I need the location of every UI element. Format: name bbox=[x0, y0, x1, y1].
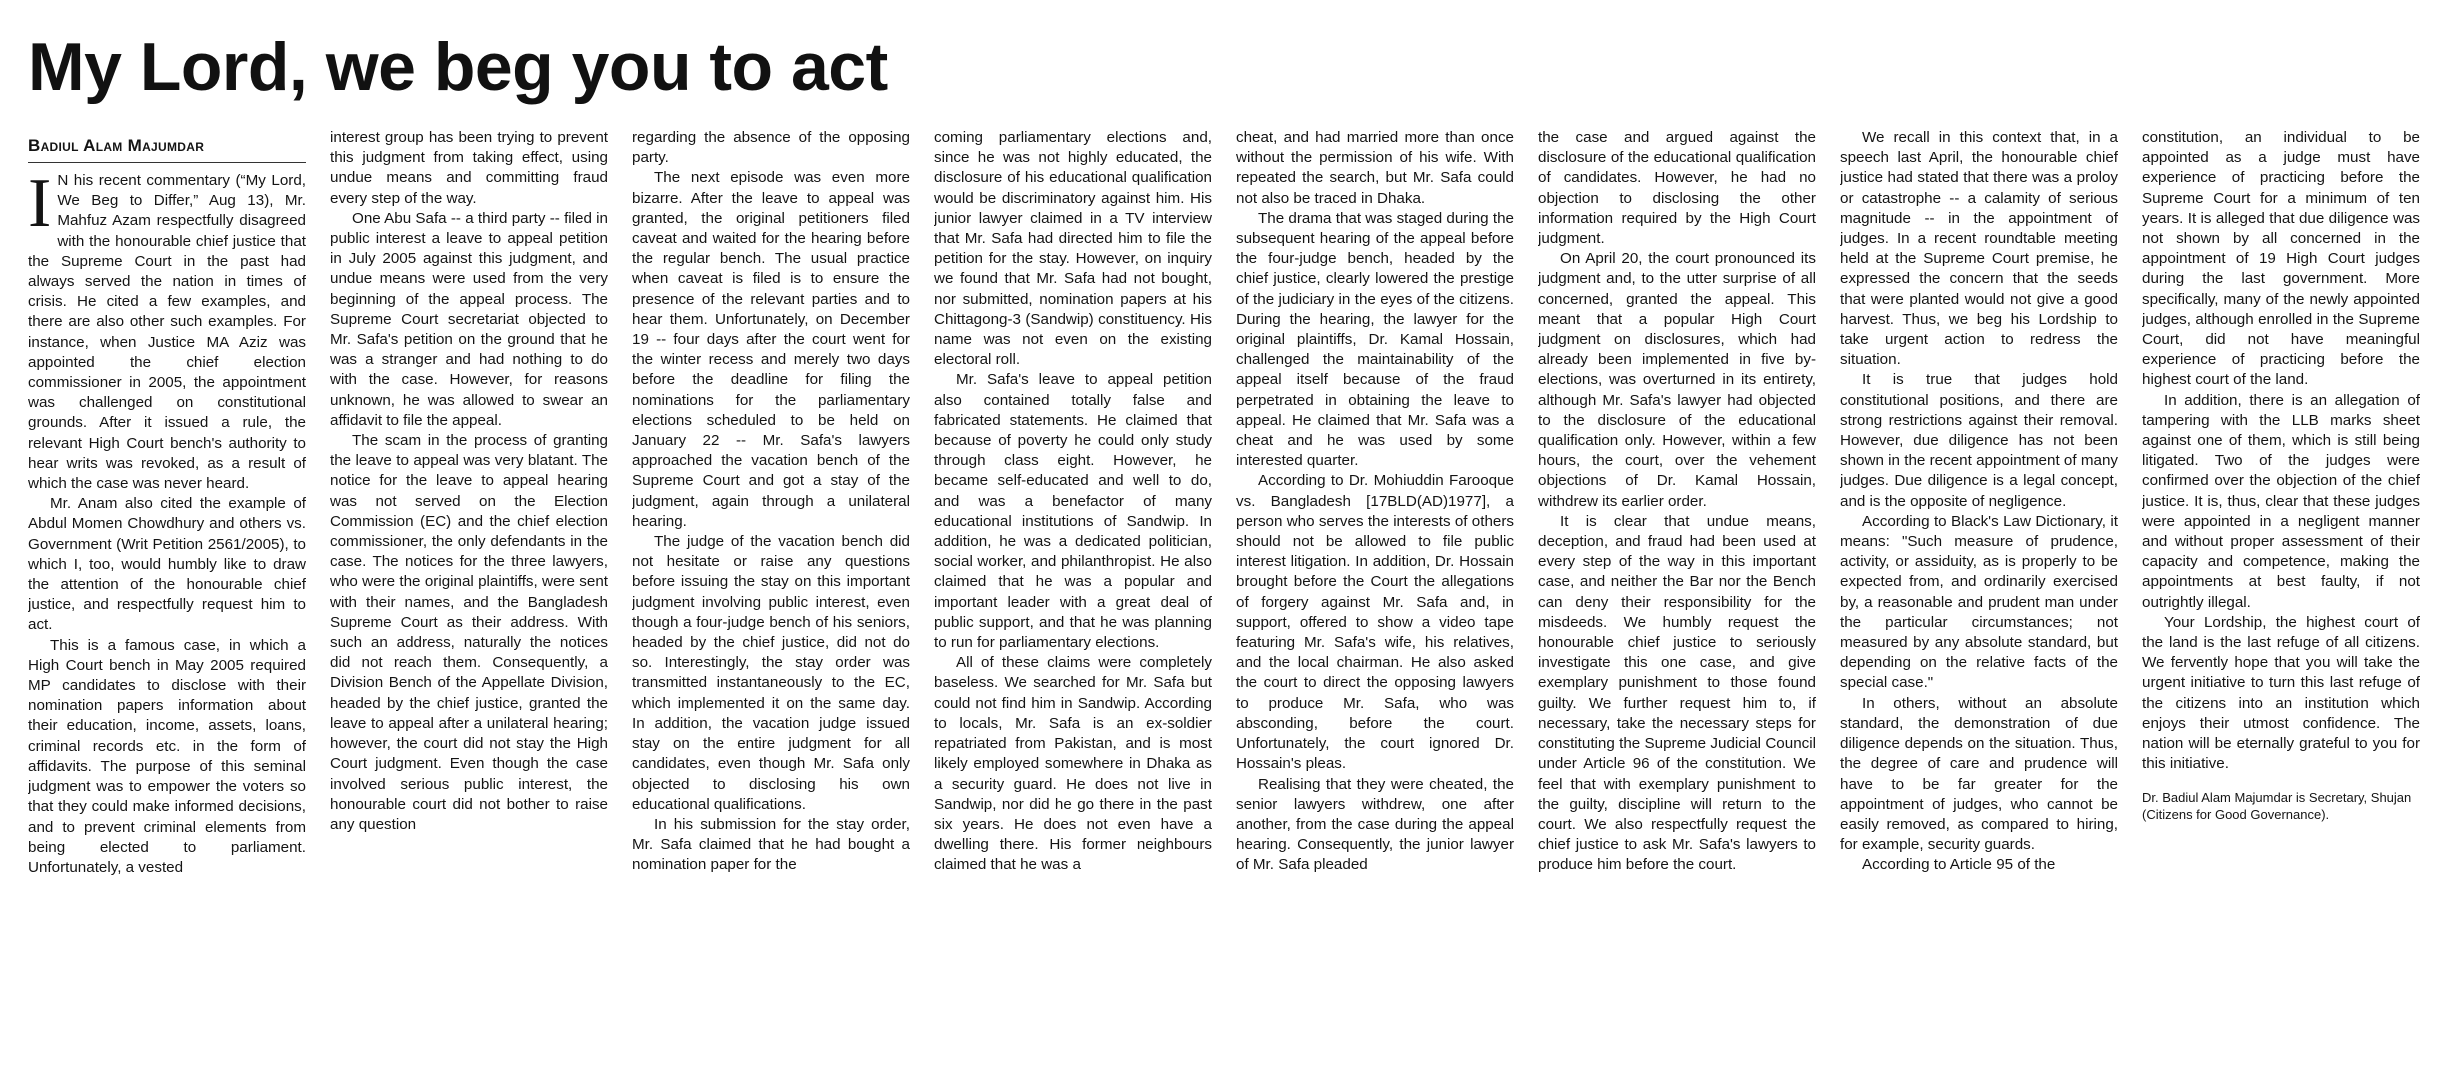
paragraph: One Abu Safa -- a third party -- filed in public interest a leave to appeal petition in July 2005 against this judgment, and undue means were used from the very beginning of the appeal process. The Supreme Court secretariat objected to Mr. Safa's petition on the ground that he was a stranger and had nothing to do with the case. However, for reasons unknown, he was allowed to swear an affidavit to file the appeal. bbox=[330, 209, 608, 429]
paragraph: I N his recent commentary (“My Lord, We Beg to Differ,” Aug 13), Mr. Mahfuz Azam respectfully disagreed with the honourable chief justice that the Supreme Court in the past had always served the nation in times of crisis. He cited a few examples, and there are also other such examples. For instance, when Justice MA Aziz was appointed the chief election commissioner in 2005, the appointment was challenged on constitutional grounds. After it issued a rule, the relevant High Court bench's authority to hear writs was revoked, as a result of which the case was never heard. bbox=[28, 165, 306, 493]
column-3 bbox=[632, 128, 910, 1058]
paragraph: interest group has been trying to prevent this judgment from taking effect, using undue means and committing fraud every step of the way. bbox=[330, 129, 608, 207]
paragraph: It is clear that undue means, deception, and fraud had been used at every step of the way in this important case, and neither the Bar nor the Bench can deny their responsibility for the misdeeds. We humbly request the honourable chief justice to seriously investigate this one case, and give exemplary punishment to those found guilty. We further request him to, if necessary, take the necessary steps for constituting the Supreme Judicial Council under Article 96 of the constitution. We feel that with exemplary punishment to the guilty, discipline will return to the court. We also respectfully request the chief justice to ask Mr. Safa's lawyers to produce him before the court. bbox=[1538, 512, 1816, 874]
article-body bbox=[28, 128, 2420, 1058]
paragraph: cheat, and had married more than once without the permission of his wife. With repeated the search, but Mr. Safa could not also be traced in Dhaka. bbox=[1236, 129, 1514, 207]
paragraph: regarding the absence of the opposing party. bbox=[632, 129, 910, 167]
paragraph: Realising that they were cheated, the senior lawyers withdrew, one after another, from the case during the appeal hearing. Consequently, the junior lawyer of Mr. Safa pleaded bbox=[1236, 775, 1514, 874]
paragraph: constitution, an individual to be appointed as a judge must have experience of practicing before the Supreme Court for a minimum of ten years. It is alleged that due diligence was not shown by all concerned in the appointment of 19 High Court judges during the last government. More specifically, many of the newly appointed judges, although enrolled in the Supreme Court, did not have meaningful experience of practicing before the highest court of the land. bbox=[2142, 129, 2420, 389]
paragraph: coming parliamentary elections and, since he was not highly educated, the disclosure of his educational qualification would be discriminatory against him. His junior lawyer claimed in a TV interview that Mr. Safa had directed him to file the petition for the stay. However, on inquiry we found that Mr. Safa had not bought, nor submitted, nomination papers at his Chittagong-3 (Sandwip) constituency. His name was not even on the existing electoral roll. bbox=[934, 129, 1212, 369]
paragraph: The scam in the process of granting the leave to appeal was very blatant. The notice for the leave to appeal hearing was not served on the Election Commission (EC) and the chief election commissioner, the only defendants in the case. The notices for the three lawyers, who were the original plaintiffs, were sent with their names, and the Bangladesh Supreme Court as their address. With such an address, naturally the notices did not reach them. Consequently, a Division Bench of the Appellate Division, headed by the chief justice, granted the leave to appeal after a unilateral hearing; however, the court did not stay the High Court judgment. Even though the case involved serious public interest, the honourable court did not bother to raise any question bbox=[330, 432, 608, 833]
column-2 bbox=[330, 128, 608, 1058]
paragraph: On April 20, the court pronounced its judgment and, to the utter surprise of all concerned, granted the appeal. This meant that a popular High Court judgment on disclosures, which had already been implemented in five by-elections, was overturned in its entirety, although Mr. Safa's lawyer had objected to the disclosure of the educational qualification only. However, within a few hours, the court, over the vehement objections of Dr. Kamal Hossain, withdrew its earlier order. bbox=[1538, 250, 1816, 510]
author-note: Dr. Badiul Alam Majumdar is Secretary, Shujan (Citizens for Good Governance). bbox=[2142, 789, 2412, 822]
paragraph: The next episode was even more bizarre. After the leave to appeal was granted, the original petitioners filed caveat and waited for the hearing before the regular bench. The usual practice when caveat is filed is to ensure the presence of the relevant parties and to hear them. Unfortunately, on December 19 -- four days after the court went for the winter recess and merely two days before the deadline for filing the nominations for the parliamentary elections scheduled to be held on January 22 -- Mr. Safa's lawyers approached the vacation bench of the Supreme Court and got a stay of the judgment, again through a unilateral hearing. bbox=[632, 169, 910, 530]
headline: My Lord, we beg you to act bbox=[28, 29, 888, 105]
paragraph: According to Article 95 of the bbox=[1862, 856, 2056, 874]
paragraph: Your Lordship, the highest court of the land is the last refuge of all citizens. We fervently hope that you will take the urgent initiative to turn this last refuge of the citizens into an institution which enjoys their utmost confidence. The nation will be eternally grateful to you for this initiative. bbox=[2142, 613, 2420, 773]
paragraph: It is true that judges hold constitutional positions, and there are strong restrictions against their removal. However, due diligence has not been shown in the recent appointment of many judges. Due diligence is a legal concept, and is the opposite of negligence. bbox=[1840, 371, 2118, 510]
paragraph: Mr. Anam also cited the example of Abdul Momen Chowdhury and others vs. Government (Writ Petition 2561/2005), to which I, too, would humbly like to draw the attention of the honourable chief justice, and respectfully request him to act. bbox=[28, 495, 306, 634]
paragraph: All of these claims were completely baseless. We searched for Mr. Safa but could not find him in Sandwip. According to locals, Mr. Safa is an ex-soldier repatriated from Pakistan, and is most likely employed somewhere in Dhaka as a security guard. He does not live in Sandwip, nor did he go there in the past six years. He does not even have a dwelling there. His former neighbours claimed that he was a bbox=[934, 654, 1212, 874]
column-4 bbox=[934, 128, 1212, 1058]
paragraph: This is a famous case, in which a High Court bench in May 2005 required MP candidates to disclose with their nomination papers information about their education, income, assets, loans, criminal records etc. in the form of affidavits. The purpose of this seminal judgment was to empower the voters so that they could make informed decisions, and to prevent criminal elements from being elected to parliament. Unfortunately, a vested bbox=[28, 636, 306, 876]
paragraph: According to Black's Law Dictionary, it means: "Such measure of prudence, activity, or assiduity, as is properly to be expected from, and ordinarily exercised by, a reasonable and prudent man under the particular circumstances; not measured by any absolute standard, but depending on the relative facts of the special case." bbox=[1840, 512, 2118, 692]
paragraph: Mr. Safa's leave to appeal petition also contained totally false and fabricated statements. He claimed that because of poverty he could only study through class eight. However, he became self-educated and well to do, and was a benefactor of many educational institutions of Sandwip. In addition, he was a dedicated politician, social worker, and philanthropist. He also claimed that he was a popular and important leader with a great deal of public support, and that he was planning to run for parliamentary elections. bbox=[934, 371, 1212, 652]
drop-cap: I bbox=[28, 165, 52, 242]
column-8 bbox=[2142, 128, 2420, 1058]
column-7 bbox=[1840, 128, 2118, 1058]
paragraph: The drama that was staged during the subsequent hearing of the appeal before the four-judge bench, headed by the chief justice, clearly lowered the prestige of the judiciary in the eyes of the citizens. During the hearing, the lawyer for the original plaintiffs, Dr. Kamal Hossain, challenged the maintainability of the appeal itself because of the fraud perpetrated in obtaining the leave to appeal. He claimed that Mr. Safa was a cheat and he was used by some interested quarter. bbox=[1236, 209, 1514, 470]
paragraph: the case and argued against the disclosure of the educational qualification of candidates. However, he had no objection to disclosing the other information required by the High Court judgment. bbox=[1538, 129, 1816, 248]
column-5 bbox=[1236, 128, 1514, 1058]
paragraph: In his submission for the stay order, Mr. Safa claimed that he had bought a nomination paper for the bbox=[632, 815, 910, 874]
paragraph: In others, without an absolute standard, the demonstration of due diligence depends on the situation. Thus, the degree of care and prudence will have to be far greater for the appointment of judges, who cannot be easily removed, as compared to hiring, for example, security guards. bbox=[1840, 694, 2118, 854]
column-6 bbox=[1538, 128, 1816, 1058]
paragraph: We recall in this context that, in a speech last April, the honourable chief justice had stated that there was a proloy or catastrophe -- a calamity of serious magnitude -- in the appointment of judges. In a recent roundtable meeting held at the Supreme Court premise, he expressed the concern that the seeds that were planted would not give a good harvest. Thus, we beg his Lordship to take urgent action to redress the situation. bbox=[1840, 129, 2118, 369]
column-1 bbox=[28, 128, 306, 1058]
paragraph: According to Dr. Mohiuddin Farooque vs. Bangladesh [17BLD(AD)1977], a person who serves the interests of others should not be allowed to file public interest litigation. In addition, Dr. Hossain brought before the Court the allegations of forgery against Mr. Safa and, in support, offered to show a video tape featuring Mr. Safa's wife, his relatives, and the local chairman. He also asked the court to direct the opposing lawyers to produce Mr. Safa, who was absconding, before the court. Unfortunately, the court ignored Dr. Hossain's pleas. bbox=[1236, 472, 1514, 773]
paragraph: In addition, there is an allegation of tampering with the LLB marks sheet against one of them, which is still being litigated. Two of the judges were confirmed over the objection of the chief justice. It is, thus, clear that these judges were appointed in a negligent manner and without proper assessment of their capacity and competence, making the appointments at best faulty, if not outrightly illegal. bbox=[2142, 391, 2420, 611]
paragraph: The judge of the vacation bench did not hesitate or raise any questions before issuing the stay on this important judgment involving public interest, even though a four-judge bench of his seniors, headed by the chief justice, did not do so. Interestingly, the stay order was transmitted instantaneously to the EC, which implemented it on the same day. In addition, the vacation judge issued stay on the entire judgment for all candidates, even though Mr. Safa only objected to disclosing his own educational qualifications. bbox=[632, 533, 910, 813]
byline: Badiul Alam Majumdar bbox=[28, 136, 306, 163]
